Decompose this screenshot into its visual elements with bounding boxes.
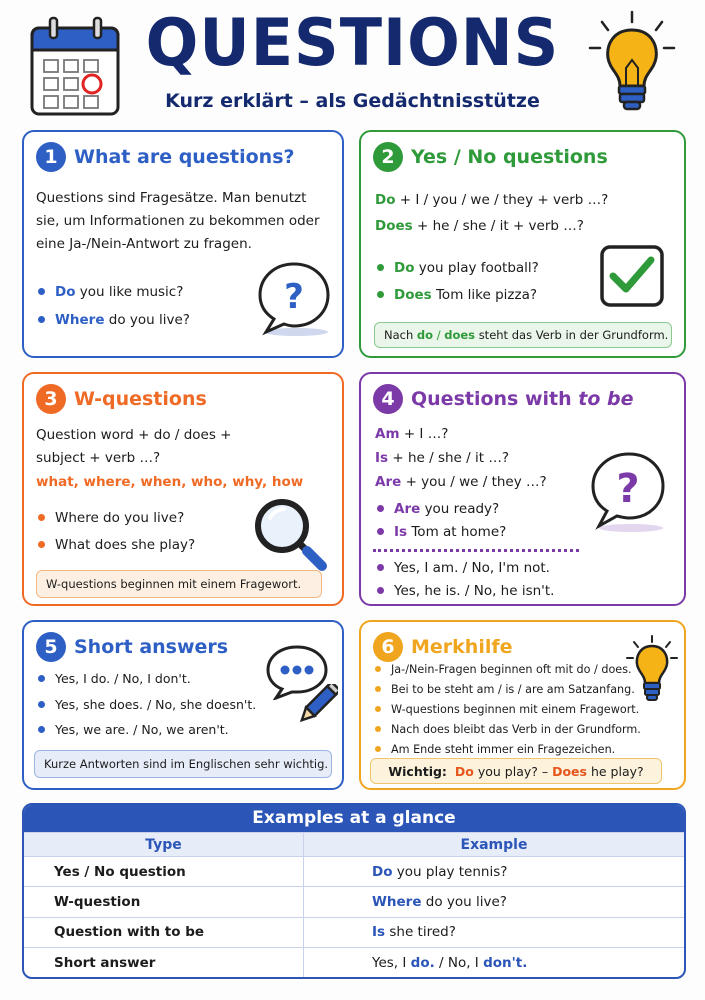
- note-label: Wichtig:: [388, 763, 447, 779]
- answer-item: [38, 666, 256, 692]
- type-cell: Short answer: [24, 948, 304, 977]
- keyword: Do: [55, 284, 76, 300]
- keyword: Is: [372, 924, 386, 941]
- keyword: Do: [375, 192, 396, 208]
- note-text: steht das Verb in der Grundform.: [478, 328, 669, 342]
- body-line: eine Ja-/Nein-Antwort zu fragen.: [36, 236, 252, 252]
- note-text: he play?: [590, 763, 644, 779]
- lightbulb-icon: [586, 10, 678, 114]
- example-text: Tom at home?: [411, 524, 507, 540]
- table-header-row: [24, 832, 684, 856]
- answer-item: [377, 557, 554, 580]
- card-title: W-questions: [74, 388, 207, 410]
- formula: [375, 422, 547, 446]
- card-title: What are questions?: [74, 146, 295, 168]
- tip-text: Nach does bleibt das Verb in der Grundform.: [391, 723, 641, 736]
- card-w-questions: [22, 372, 344, 606]
- formula-text: + I / you / we / they + verb …?: [399, 192, 609, 208]
- magnifier-icon: [250, 494, 330, 578]
- answer-item: [377, 580, 554, 603]
- example-cell: [304, 887, 684, 916]
- keyword: Do: [454, 763, 474, 779]
- tip-text: Ja-/Nein-Fragen beginnen oft mit do / does.: [391, 663, 632, 676]
- formula-text: + he / she / it + verb …?: [416, 218, 584, 234]
- table-title: Examples at a glance: [24, 805, 684, 832]
- note-text: Kurze Antworten sind im Englischen sehr wichtig.: [44, 757, 329, 771]
- card-number: 3: [36, 384, 66, 414]
- body-line: subject + verb …?: [36, 450, 161, 466]
- formula: [375, 187, 608, 213]
- note-box: [370, 758, 662, 784]
- card-number: 4: [373, 384, 403, 414]
- checkmark-icon: [599, 244, 665, 312]
- tip-item: [375, 660, 641, 680]
- tip-text: W-questions beginnen mit einem Fragewort.: [391, 703, 640, 716]
- keyword: Is: [394, 524, 408, 540]
- example-text: you like music?: [79, 284, 184, 300]
- formula: [375, 213, 608, 239]
- keyword: Do: [394, 260, 415, 276]
- keyword: Where: [372, 893, 422, 910]
- keyword: Do: [372, 863, 393, 880]
- note-text: W-questions beginnen mit einem Fragewort.: [46, 577, 302, 591]
- note-text: you play? –: [477, 763, 549, 779]
- table-row: [24, 856, 684, 886]
- formula-text: + he / she / it …?: [392, 450, 509, 466]
- keyword: Are: [394, 501, 421, 517]
- body-line: sie, um Informationen zu bekommen oder: [36, 213, 320, 229]
- type-cell: Question with to be: [24, 918, 304, 947]
- answer-text: Yes, I do. / No, I don't.: [55, 671, 191, 686]
- tip-text: Bei to be steht am / is / are am Satzanfang.: [391, 683, 635, 696]
- card-title: [411, 388, 634, 410]
- card-yes-no-questions: [359, 130, 686, 358]
- example-cell: [304, 918, 684, 947]
- card-number: 2: [373, 142, 403, 172]
- tip-item: [375, 740, 641, 760]
- card-number: 6: [373, 632, 403, 662]
- example-item: [38, 306, 190, 334]
- svg-text:?: ?: [616, 466, 640, 512]
- example-item: [377, 255, 539, 282]
- note-box: [34, 750, 332, 778]
- tip-item: [375, 680, 641, 700]
- keyword: don't.: [483, 954, 528, 971]
- question-bubble-icon: [585, 448, 669, 538]
- page-subtitle: Kurz erklärt – als Gedächtnisstütze: [165, 90, 540, 112]
- card-title: Yes / No questions: [411, 146, 608, 168]
- tip-text: Am Ende steht immer ein Fragezeichen.: [391, 743, 616, 756]
- card-merkhilfe: [359, 620, 686, 790]
- formula: [375, 446, 547, 470]
- example-item: [38, 278, 190, 306]
- column-header-type: Type: [24, 833, 304, 856]
- answer-text: Yes, I am. / No, I'm not.: [394, 560, 550, 576]
- divider: [373, 549, 579, 552]
- note-box: [374, 322, 672, 348]
- card-number: 5: [36, 632, 66, 662]
- body-line: Question word + do / does +: [36, 427, 232, 443]
- answer-item: [38, 692, 256, 718]
- example-text: / No, I: [439, 954, 479, 971]
- type-cell: W-question: [24, 887, 304, 916]
- example-cell: [304, 857, 684, 886]
- question-bubble-icon: [254, 258, 334, 342]
- tip-item: [375, 700, 641, 720]
- example-text: do you live?: [425, 893, 507, 910]
- formula-text: + I …?: [403, 426, 449, 442]
- example-item: [38, 532, 195, 559]
- note-box: [36, 570, 322, 598]
- example-text: you ready?: [424, 501, 500, 517]
- body-line: Questions sind Fragesätze. Man benutzt: [36, 190, 307, 206]
- example-text: you play tennis?: [396, 863, 508, 880]
- keyword: Am: [375, 426, 400, 442]
- pencil-icon: [294, 684, 338, 732]
- lightbulb-icon: [625, 634, 679, 712]
- example-text: she tired?: [389, 924, 456, 941]
- keyword: Where: [55, 312, 105, 328]
- note-text: Nach: [384, 328, 414, 342]
- keyword: Are: [375, 474, 402, 490]
- example-text: you play football?: [418, 260, 539, 276]
- example-item: [377, 521, 506, 544]
- keyword: Is: [375, 450, 389, 466]
- answer-text: Yes, she does. / No, she doesn't.: [55, 696, 257, 712]
- card-body: [36, 187, 320, 256]
- keyword: do.: [410, 954, 435, 971]
- example-item: [38, 505, 195, 532]
- example-item: [377, 282, 539, 309]
- example-text: Tom like pizza?: [435, 287, 538, 303]
- formula-text: + you / we / they …?: [405, 474, 547, 490]
- card-number: 1: [36, 142, 66, 172]
- column-header-example: Example: [460, 836, 528, 853]
- example-cell: [304, 948, 684, 977]
- card-questions-with-to-be: [359, 372, 686, 606]
- card-title: Merkhilfe: [411, 636, 513, 658]
- card-title-text: Questions with: [411, 388, 572, 410]
- keyword: Does: [394, 287, 432, 303]
- answer-text: Yes, he is. / No, he isn't.: [394, 583, 555, 599]
- answer-text: Yes, we are. / No, we aren't.: [55, 722, 229, 737]
- card-title-emphasis: to be: [578, 388, 634, 410]
- keyword: does: [444, 328, 476, 342]
- card-what-are-questions: [22, 130, 344, 358]
- card-title: Short answers: [74, 636, 229, 658]
- table-row: [24, 917, 684, 947]
- note-separator: /: [436, 328, 441, 342]
- card-short-answers: [22, 620, 344, 790]
- question-words: what, where, when, who, why, how: [36, 474, 304, 490]
- svg-text:?: ?: [284, 277, 304, 317]
- tip-item: [375, 720, 641, 740]
- keyword: do: [416, 328, 434, 342]
- table-row: [24, 947, 684, 977]
- keyword: Does: [552, 763, 587, 779]
- example-text: Where do you live?: [55, 510, 185, 526]
- example-text: Yes, I: [372, 954, 407, 971]
- example-item: [377, 498, 506, 521]
- page-title: QUESTIONS: [145, 4, 560, 81]
- type-cell: Yes / No question: [24, 857, 304, 886]
- keyword: Does: [375, 218, 413, 234]
- formula: [375, 470, 547, 494]
- answer-item: [38, 717, 256, 743]
- examples-table: [22, 803, 686, 979]
- example-text: do you live?: [108, 312, 190, 328]
- example-text: What does she play?: [55, 537, 196, 553]
- table-row: [24, 886, 684, 916]
